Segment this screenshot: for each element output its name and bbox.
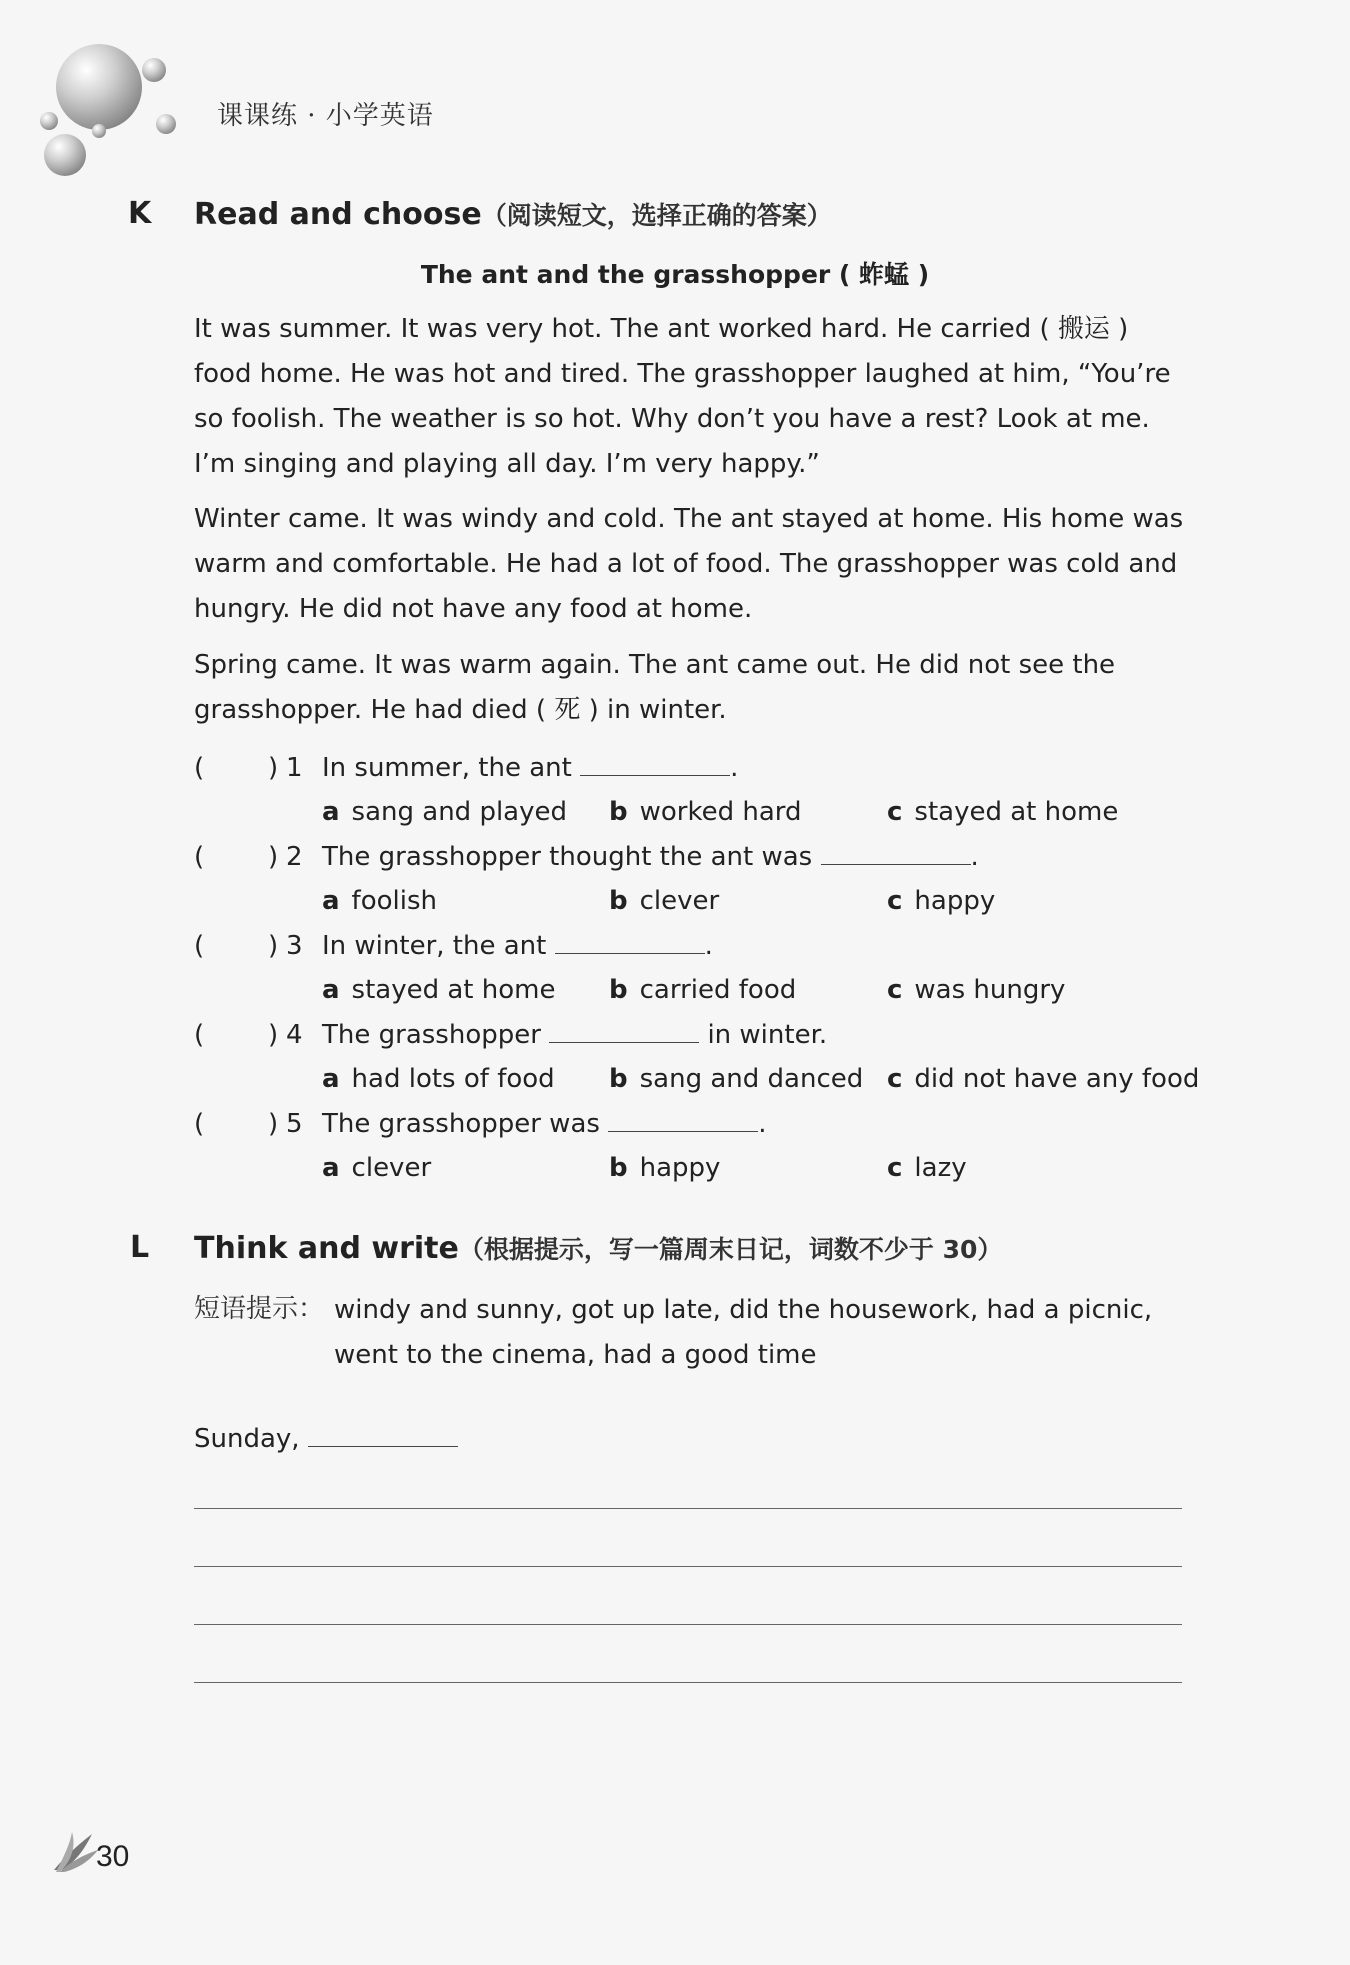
answer-blank[interactable] — [580, 753, 730, 776]
option-1a[interactable]: a sang and played — [322, 797, 567, 827]
option-1c[interactable]: c stayed at home — [887, 797, 1119, 827]
question-text: In summer, the ant — [322, 753, 572, 783]
story-title: The ant and the grasshopper ( 蚱蜢 ) — [420, 260, 930, 289]
section-l-title-en: Think and write — [194, 1231, 459, 1266]
answer-blank[interactable] — [549, 1020, 699, 1043]
section-k-title-en: Read and choose — [194, 197, 482, 232]
section-l-title-zh: （根据提示，写一篇周末日记，词数不少于 30） — [458, 1235, 1003, 1264]
section-k-title-zh: （阅读短文，选择正确的答案） — [481, 201, 832, 230]
option-5b[interactable]: b happy — [609, 1153, 721, 1183]
writing-line[interactable] — [194, 1566, 1182, 1567]
option-4a[interactable]: a had lots of food — [322, 1064, 555, 1094]
question-number: 3 — [286, 931, 303, 961]
question-text: The grasshopper thought the ant was — [322, 842, 813, 872]
workbook-page: 课课练 · 小学英语 K Read and choose（阅读短文，选择正确的答案） The ant and the grasshopper ( 蚱蜢 ) It was summer. It was very hot. The ant worked hard. He carried ( 搬运 ) food home. He was hot and tired. The grasshopper laughed at him, “You’re so foolish. The weather is so hot. Why don’t you have a rest? Look at me. I’m singing and playing all day. I’m very happy.” Winter came. It was windy and cold. The ant stayed at home. His home was warm and comfortable. He had a lot of food. The grasshopper was cold and hungry. He did not have any food at home. Spring came. It was warm again. The ant came out. He did not see the grasshopper. He had died ( 死 ) in winter. ( ) 1 In summer, the ant . a sang and played b worked hard c stayed at home ( ) 2 The grasshopper thought the ant was . a foolish b clever c happy ( ) 3 In winter, the ant . a stayed at home b carried food c was hungry ( ) 4 The grasshopper in winter. a had lots of food b sang and danced c did not have any food ( ) 5 The grasshopper was . a clever b happy c lazy L Think and write（根据提示，写一篇周末日记，词数不少于 30） 短语提示： windy and sunny, got up late, did the housework, had a picnic, went to the cinema, had a good time Sunday, 30 — [0, 0, 1350, 1965]
option-3a[interactable]: a stayed at home — [322, 975, 556, 1005]
option-4b[interactable]: b sang and danced — [609, 1064, 864, 1094]
question-text: In winter, the ant — [322, 931, 547, 961]
option-2b[interactable]: b clever — [609, 886, 720, 916]
answer-blank[interactable] — [821, 842, 971, 865]
story-paragraph-2: Winter came. It was windy and cold. The ant stayed at home. His home was warm and comfortable. He had a lot of food. The grasshopper was cold and hungry. He did not have any food at home. — [194, 504, 1184, 624]
question-number: 4 — [286, 1020, 303, 1050]
book-title: 课课练 · 小学英语 — [217, 101, 434, 131]
question-number: 5 — [286, 1109, 303, 1139]
option-5c[interactable]: c lazy — [887, 1153, 967, 1183]
option-5a[interactable]: a clever — [322, 1153, 432, 1183]
hint-line-1: windy and sunny, got up late, did the housework, had a picnic, — [334, 1295, 1153, 1325]
question-text: The grasshopper — [322, 1020, 541, 1050]
hint-text — [334, 1288, 1194, 1378]
bubbles-decoration-icon — [36, 44, 186, 174]
writing-line[interactable] — [194, 1682, 1182, 1683]
writing-line[interactable] — [194, 1508, 1182, 1509]
sunday-label: Sunday, — [194, 1424, 300, 1454]
story-paragraph-3: Spring came. It was warm again. The ant came out. He did not see the grasshopper. He had died ( 死 ) in winter. — [194, 650, 1116, 725]
date-blank[interactable] — [308, 1424, 458, 1447]
answer-blank[interactable] — [555, 931, 705, 954]
option-3c[interactable]: c was hungry — [887, 975, 1066, 1005]
section-k-title — [194, 196, 832, 232]
question-number: 1 — [286, 753, 303, 783]
diary-date-line — [194, 1424, 458, 1454]
question-number: 2 — [286, 842, 303, 872]
page-number: 30 — [96, 1840, 130, 1873]
section-l-letter: L — [130, 1230, 150, 1265]
option-2c[interactable]: c happy — [887, 886, 996, 916]
option-1b[interactable]: b worked hard — [609, 797, 802, 827]
option-3b[interactable]: b carried food — [609, 975, 797, 1005]
hint-line-2: went to the cinema, had a good time — [334, 1340, 817, 1370]
option-4c[interactable]: c did not have any food — [887, 1064, 1200, 1094]
leaf-decoration-icon — [52, 1830, 100, 1874]
section-k-letter: K — [128, 196, 152, 231]
hint-label: 短语提示： — [194, 1294, 325, 1324]
section-l-title — [194, 1230, 1002, 1266]
writing-line[interactable] — [194, 1624, 1182, 1625]
story-paragraph-1: It was summer. It was very hot. The ant worked hard. He carried ( 搬运 ) food home. He was hot and tired. The grasshopper laughed at him, “You’re so foolish. The weather is so hot. Why don’t you have a rest? Look at me. I’m singing and playing all day. I’m very happy.” — [194, 314, 1171, 479]
answer-blank[interactable] — [608, 1109, 758, 1132]
question-text: The grasshopper was — [322, 1109, 600, 1139]
option-2a[interactable]: a foolish — [322, 886, 437, 916]
